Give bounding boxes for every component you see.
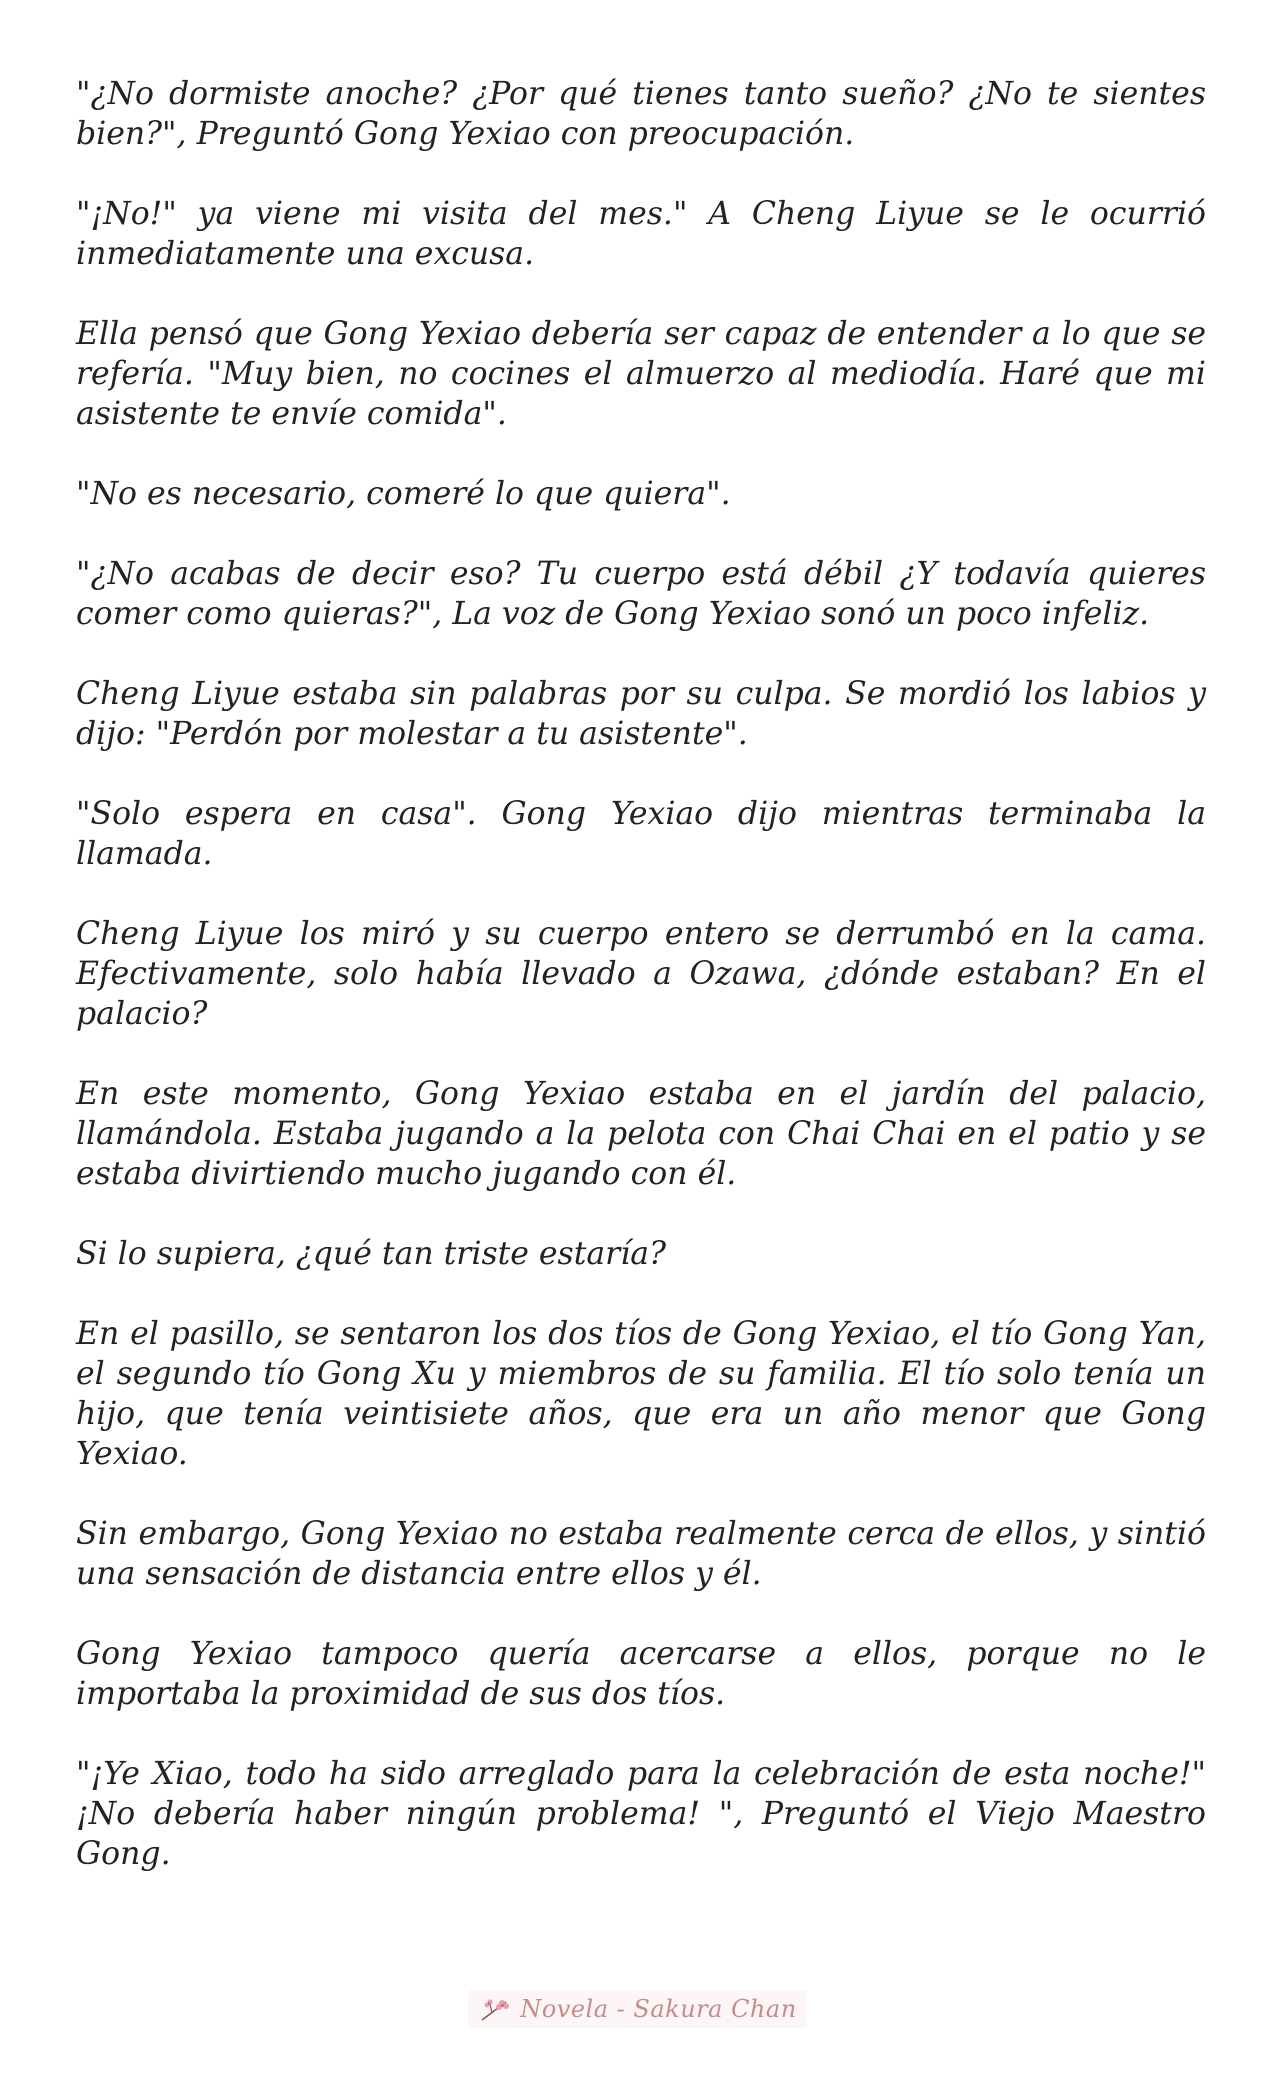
paragraph: Cheng Liyue los miró y su cuerpo entero se derrumbó en la cama. Efectivamente, solo había llevado a Ozawa, ¿dónde estaban? En el palacio? [76, 916, 1206, 1032]
paragraph: Gong Yexiao tampoco quería acercarse a ellos, porque no le importaba la proximidad de sus dos tíos. [76, 1636, 1206, 1712]
watermark-text: Novela - Sakura Chan [520, 1995, 797, 2023]
paragraph: "¿No dormiste anoche? ¿Por qué tienes tanto sueño? ¿No te sientes bien?", Preguntó Gong Yexiao con preocupación. [76, 76, 1206, 152]
paragraph: En el pasillo, se sentaron los dos tíos de Gong Yexiao, el tío Gong Yan, el segundo tío Gong Xu y miembros de su familia. El tío solo tenía un hijo, que tenía veintisiete años, que era un año menor que Gong Yexiao. [76, 1316, 1206, 1472]
chapter-text [76, 74, 1206, 1914]
paragraph: Si lo supiera, ¿qué tan triste estaría? [76, 1236, 666, 1272]
paragraph: Cheng Liyue estaba sin palabras por su culpa. Se mordió los labios y dijo: "Perdón por molestar a tu asistente". [76, 676, 1206, 752]
sakura-flower-icon [478, 1994, 512, 2024]
paragraph: "¡No!" ya viene mi visita del mes." A Cheng Liyue se le ocurrió inmediatamente una excusa. [76, 196, 1206, 272]
paragraph: Ella pensó que Gong Yexiao debería ser capaz de entender a lo que se refería. "Muy bien, no cocines el almuerzo al mediodía. Haré que mi asistente te envíe comida". [76, 316, 1206, 432]
paragraph: "Solo espera en casa". Gong Yexiao dijo mientras terminaba la llamada. [76, 796, 1206, 872]
watermark [468, 1990, 806, 2028]
paragraph: "¿No acabas de decir eso? Tu cuerpo está débil ¿Y todavía quieres comer como quieras?", La voz de Gong Yexiao sonó un poco infeliz. [76, 556, 1206, 632]
paragraph: "¡Ye Xiao, todo ha sido arreglado para la celebración de esta noche!" ¡No debería haber ningún problema! ", Preguntó el Viejo Maestro Gong. [76, 1756, 1206, 1872]
paragraph: Sin embargo, Gong Yexiao no estaba realmente cerca de ellos, y sintió una sensación de distancia entre ellos y él. [76, 1516, 1206, 1592]
paragraph: En este momento, Gong Yexiao estaba en el jardín del palacio, llamándola. Estaba jugando a la pelota con Chai Chai en el patio y se estaba divirtiendo mucho jugando con él. [76, 1076, 1206, 1192]
watermark-footer [0, 1990, 1275, 2029]
paragraph: "No es necesario, comeré lo que quiera". [76, 476, 731, 512]
